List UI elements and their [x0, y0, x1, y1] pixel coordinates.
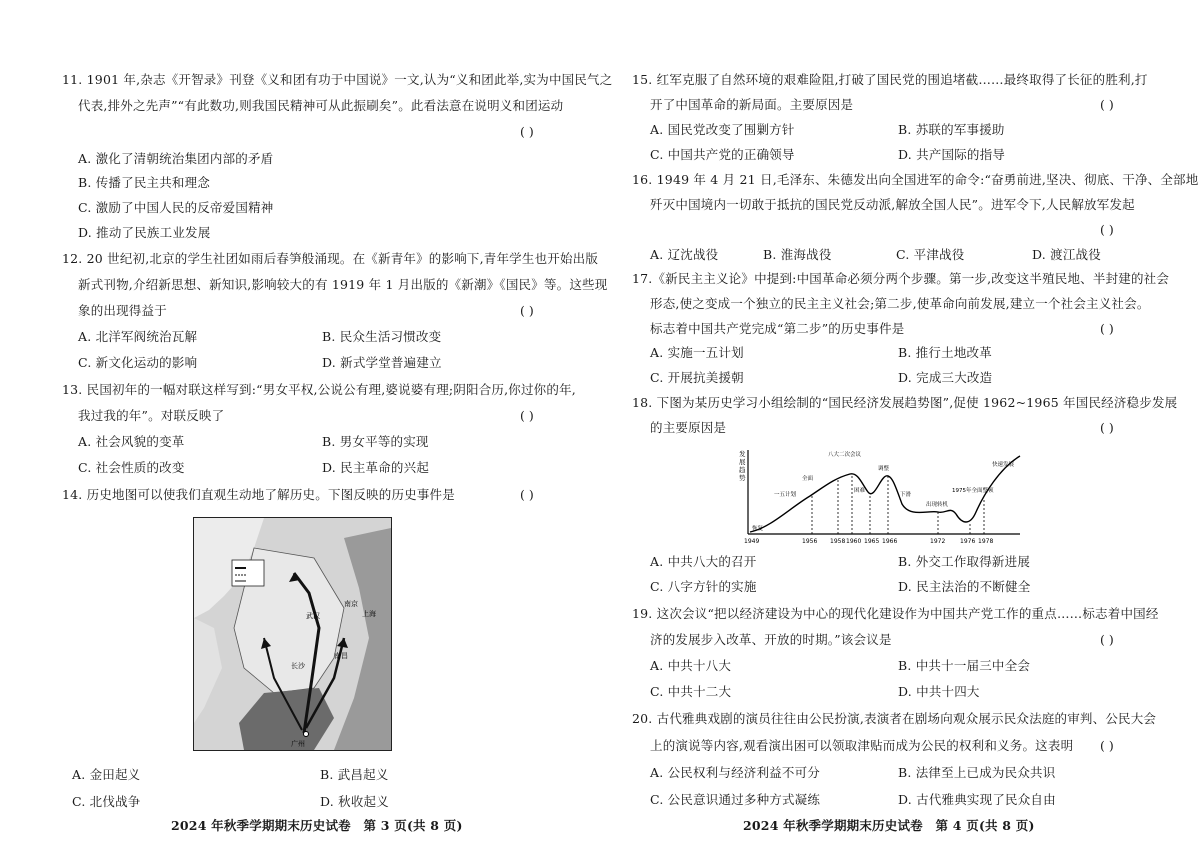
q17-option-d: D. 完成三大改造: [898, 370, 993, 385]
q11-stem-line1: 11. 1901 年,杂志《开智录》刊登《义和团有功于中国说》一文,认为“义和团此举,实为中国民气之: [62, 72, 613, 87]
q13-option-b: B. 男女平等的实现: [322, 434, 429, 449]
q11-option-a: A. 激化了清朝统治集团内部的矛盾: [78, 151, 274, 166]
q13-stem-line1: 13. 民国初年的一幅对联这样写到:“男女平权,公说公有理,婆说婆有理;阴阳合历,你过你的年,: [62, 382, 576, 397]
chart-tick-1972: 1972: [930, 538, 946, 545]
q15-stem-line2: 开了中国革命的新局面。主要原因是: [650, 97, 854, 112]
q17-option-b: B. 推行土地改革: [898, 345, 992, 360]
economic-trend-chart-svg: [730, 448, 1030, 548]
q20-stem-line1: 20. 古代雅典戏剧的演员往往由公民扮演,表演者在剧场向观众展示民众法庭的审判、公民大会: [632, 711, 1157, 726]
chart-annot-eighth-congress: 八大二次会议: [828, 452, 862, 458]
q20-option-b: B. 法律至上已成为民众共识: [898, 765, 1056, 780]
chart-tick-1949: 1949: [744, 538, 760, 545]
map-legend-box: [232, 560, 264, 586]
q13-option-c: C. 社会性质的改变: [78, 460, 185, 475]
q11-option-b: B. 传播了民主共和理念: [78, 175, 211, 190]
chart-annot-1975-rectification: 1975年全面整顿: [952, 488, 994, 494]
q13-option-d: D. 民主革命的兴起: [322, 460, 430, 475]
chart-tick-1956: 1956: [802, 538, 818, 545]
right-page: [600, 0, 1200, 849]
chart-tick-1958: 1958: [830, 538, 846, 545]
q15-option-a: A. 国民党改变了围剿方针: [650, 122, 795, 137]
q18-stem-line2: 的主要原因是: [650, 420, 727, 435]
economic-trend-chart: [730, 448, 1030, 548]
map-label-nanchang: 南昌: [334, 652, 348, 660]
q20-option-d: D. 古代雅典实现了民众自由: [898, 792, 1056, 807]
q12-answer-paren: ( ): [520, 303, 534, 318]
right-page-footer: 2024 年秋季学期期末历史试卷 第 4 页(共 8 页): [743, 818, 1035, 833]
q11-option-c: C. 激励了中国人民的反帝爱国精神: [78, 200, 274, 215]
chart-y-label-c3: 趋: [739, 466, 746, 474]
chart-annot-adjustment: 调整: [878, 466, 890, 472]
q15-option-d: D. 共产国际的指导: [898, 147, 1006, 162]
q19-option-a: A. 中共十八大: [650, 658, 732, 673]
q17-stem-line2: 形态,使之变成一个独立的民主主义社会;第二步,使革命向前发展,建立一个社会主义社会。: [650, 296, 1150, 311]
chart-annot-turnaround: 出现转机: [926, 502, 949, 508]
q11-stem-line2: 代表,排外之先声”“有此数功,则我国民精神可从此振刷矣”。此看法意在说明义和团运动: [78, 98, 564, 113]
chart-y-label-c2: 展: [739, 458, 746, 466]
q20-stem-line2: 上的演说等内容,观看演出困可以领取津贴而成为公民的权利和义务。这表明: [650, 738, 1074, 753]
q18-option-b: B. 外交工作取得新进展: [898, 554, 1031, 569]
q20-option-c: C. 公民意识通过多种方式凝练: [650, 792, 821, 807]
map-label-nanjing: 南京: [344, 600, 358, 608]
q19-option-b: B. 中共十一届三中全会: [898, 658, 1031, 673]
chart-annot-difficulty: 困难: [854, 488, 866, 494]
left-page-footer: 2024 年秋季学期期末历史试卷 第 3 页(共 8 页): [171, 818, 463, 833]
map-label-guangzhou: 广州: [291, 740, 305, 748]
chart-dashed-lines: [812, 474, 984, 534]
q18-answer-paren: ( ): [1100, 420, 1114, 435]
q12-stem-line3: 象的出现得益于: [78, 303, 167, 318]
chart-tick-1978: 1978: [978, 538, 994, 545]
q11-option-d: D. 推动了民族工业发展: [78, 225, 211, 240]
q17-stem-line1: 17.《新民主主义论》中提到:中国革命必须分两个步骤。第一步,改变这半殖民地、半封建的社会: [632, 271, 1170, 286]
chart-annot-five-year-plan: 一五计划: [774, 492, 797, 498]
chart-annot-comprehensive: 全面: [802, 476, 814, 482]
q19-answer-paren: ( ): [1100, 632, 1114, 647]
q19-stem-line1: 19. 这次会议“把以经济建设为中心的现代化建设作为中国共产党工作的重点……标志着中国经: [632, 606, 1159, 621]
q18-stem-line1: 18. 下图为某历史学习小组绘制的“国民经济发展趋势图”,促使 1962~1965 年国民经济稳步发展: [632, 395, 1178, 410]
q16-answer-paren: ( ): [1100, 222, 1114, 237]
map-label-shanghai: 上海: [362, 610, 376, 618]
q13-stem-line2: 我过我的年”。对联反映了: [78, 408, 225, 423]
chart-tick-1965: 1965: [864, 538, 880, 545]
q18-option-a: A. 中共八大的召开: [650, 554, 757, 569]
q19-option-d: D. 中共十四大: [898, 684, 980, 699]
q16-option-a: A. 辽沈战役: [650, 247, 719, 262]
q16-stem-line2: 歼灭中国境内一切敢于抵抗的国民党反动派,解放全国人民”。进军令下,人民解放军发起: [650, 197, 1135, 212]
map-label-changsha: 长沙: [291, 662, 305, 670]
map-label-wuhan: 武汉: [306, 612, 320, 620]
q16-option-c: C. 平津战役: [896, 247, 965, 262]
q15-option-c: C. 中国共产党的正确领导: [650, 147, 795, 162]
chart-annot-recovery: 恢复: [752, 526, 764, 532]
q17-option-a: A. 实施一五计划: [650, 345, 744, 360]
q15-stem-line1: 15. 红军克服了自然环境的艰难险阻,打破了国民党的围追堵截……最终取得了长征的胜利,打: [632, 72, 1148, 87]
q14-option-a: A. 金田起义: [72, 767, 141, 782]
q11-answer-paren: ( ): [520, 124, 534, 139]
q12-option-b: B. 民众生活习惯改变: [322, 329, 442, 344]
q14-option-b: B. 武昌起义: [320, 767, 389, 782]
q18-option-d: D. 民主法治的不断健全: [898, 579, 1031, 594]
chart-tick-1960: 1960: [846, 538, 862, 545]
q18-option-c: C. 八字方针的实施: [650, 579, 757, 594]
chart-annot-decline: 下滑: [900, 492, 912, 498]
q20-option-a: A. 公民权利与经济利益不可分: [650, 765, 820, 780]
q15-option-b: B. 苏联的军事援助: [898, 122, 1005, 137]
q17-answer-paren: ( ): [1100, 321, 1114, 336]
chart-y-label-c4: 势: [739, 474, 746, 482]
q12-stem-line1: 12. 20 世纪初,北京的学生社团如雨后春笋般涌现。在《新青年》的影响下,青年学生也开始出版: [62, 251, 599, 266]
historical-map: [193, 517, 392, 751]
map-city-dot-guangzhou: [304, 732, 309, 737]
chart-tick-1966: 1966: [882, 538, 898, 545]
q17-option-c: C. 开展抗美援朝: [650, 370, 744, 385]
q20-answer-paren: ( ): [1100, 738, 1114, 753]
chart-tick-1976: 1976: [960, 538, 976, 545]
q17-stem-line3: 标志着中国共产党完成“第二步”的历史事件是: [650, 321, 905, 336]
q13-option-a: A. 社会风貌的变革: [78, 434, 185, 449]
q12-option-c: C. 新文化运动的影响: [78, 355, 198, 370]
chart-annot-rapid-development: 快速发展: [992, 462, 1015, 468]
q14-stem-line1: 14. 历史地图可以使我们直观生动地了解历史。下图反映的历史事件是: [62, 487, 455, 502]
q14-answer-paren: ( ): [520, 487, 534, 502]
q19-option-c: C. 中共十二大: [650, 684, 732, 699]
q16-option-d: D. 渡江战役: [1032, 247, 1101, 262]
q13-answer-paren: ( ): [520, 408, 534, 423]
historical-map-drawing: [194, 518, 391, 750]
q12-option-d: D. 新式学堂普遍建立: [322, 355, 442, 370]
q14-option-d: D. 秋收起义: [320, 794, 389, 809]
q16-stem-line1: 16. 1949 年 4 月 21 日,毛泽东、朱德发出向全国进军的命令:“奋勇前进,坚决、彻底、干净、全部地: [632, 172, 1199, 187]
q15-answer-paren: ( ): [1100, 97, 1114, 112]
q12-stem-line2: 新式刊物,介绍新思想、新知识,影响较大的有 1919 年 1 月出版的《新潮》《国民》等。这些现: [78, 277, 608, 292]
chart-y-label-c1: 发: [739, 450, 746, 458]
q12-option-a: A. 北洋军阀统治瓦解: [78, 329, 198, 344]
q14-option-c: C. 北伐战争: [72, 794, 141, 809]
chart-y-label: [739, 449, 746, 482]
q19-stem-line2: 济的发展步入改革、开放的时期。”该会议是: [650, 632, 892, 647]
q16-option-b: B. 淮海战役: [763, 247, 832, 262]
